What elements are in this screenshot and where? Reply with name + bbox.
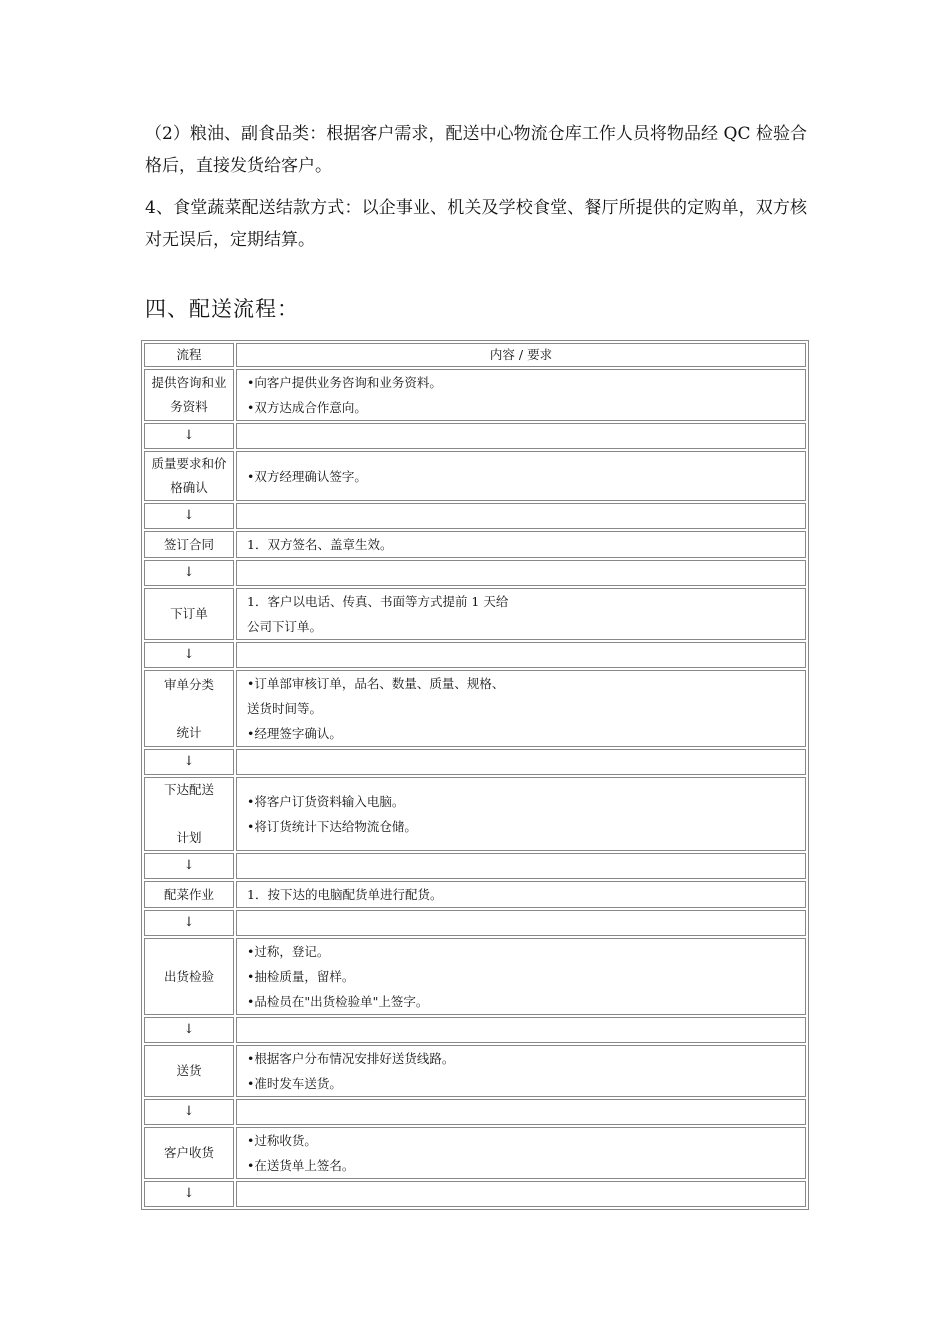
step-cell xyxy=(144,670,234,747)
content-cell xyxy=(236,1045,806,1097)
content-cell xyxy=(236,369,806,421)
empty-cell xyxy=(236,910,806,936)
table-row xyxy=(144,670,806,747)
content-cell xyxy=(236,451,806,501)
content-line: •过称，登记。 xyxy=(247,944,330,959)
empty-cell xyxy=(236,423,806,449)
down-arrow-icon: ↓ xyxy=(144,1099,234,1125)
step-label: 提供咨询和业 xyxy=(151,375,227,390)
down-arrow-icon: ↓ xyxy=(144,910,234,936)
step-label: 出货检验 xyxy=(163,968,214,984)
step-cell xyxy=(144,881,234,908)
step-label: 送货 xyxy=(176,1063,202,1078)
content-line: •品检员在"出货检验单"上签字。 xyxy=(247,994,429,1009)
down-arrow-icon: ↓ xyxy=(144,423,234,449)
arrow-row xyxy=(144,423,806,449)
step-cell xyxy=(144,1127,234,1179)
arrow-row xyxy=(144,1017,806,1043)
down-arrow-icon: ↓ xyxy=(144,1017,234,1043)
content-line: 公司下订单。 xyxy=(247,619,323,634)
empty-cell xyxy=(236,853,806,879)
empty-cell xyxy=(236,1017,806,1043)
step-label: 配菜作业 xyxy=(163,886,214,902)
down-arrow-icon: ↓ xyxy=(144,560,234,586)
content-line: •根据客户分布情况安排好送货线路。 xyxy=(247,1051,455,1066)
flow-table-body xyxy=(144,343,806,1207)
arrow-row xyxy=(144,503,806,529)
step-label: 质量要求和价 xyxy=(151,456,227,471)
step-cell xyxy=(144,531,234,558)
down-arrow-icon: ↓ xyxy=(144,749,234,775)
content-line: •向客户提供业务咨询和业务资料。 xyxy=(247,375,442,390)
content-line: •将订货统计下达给物流仓储。 xyxy=(247,819,417,834)
table-row xyxy=(144,531,806,558)
content-line: •双方达成合作意向。 xyxy=(247,400,367,415)
paragraph-grain-oil: （2）粮油、副食品类：根据客户需求，配送中心物流仓库工作人员将物品经 QC 检验合格后，直接发货给客户。 xyxy=(145,124,807,176)
down-arrow-icon: ↓ xyxy=(144,1181,234,1207)
content-cell xyxy=(236,938,806,1015)
down-arrow-icon: ↓ xyxy=(144,853,234,879)
step-label xyxy=(145,802,233,826)
arrow-row xyxy=(144,1099,806,1125)
content-cell xyxy=(236,881,806,908)
table-row xyxy=(144,881,806,908)
delivery-flow-table xyxy=(141,340,809,1210)
arrow-row xyxy=(144,560,806,586)
content-cell xyxy=(236,1127,806,1179)
step-cell xyxy=(144,588,234,640)
content-cell xyxy=(236,670,806,747)
arrow-row xyxy=(144,642,806,668)
step-label: 下订单 xyxy=(170,606,208,621)
content-cell xyxy=(236,531,806,558)
paragraph-payment-method: 4、食堂蔬菜配送结款方式：以企事业、机关及学校食堂、餐厅所提供的定购单，双方核对无误后，定期结算。 xyxy=(145,198,807,250)
step-label: 签订合同 xyxy=(163,536,214,552)
content-line: 送货时间等。 xyxy=(247,701,323,716)
step-label: 格确认 xyxy=(170,480,208,495)
empty-cell xyxy=(236,749,806,775)
table-row xyxy=(144,369,806,421)
content-line: •准时发车送货。 xyxy=(247,1076,342,1091)
arrow-row xyxy=(144,749,806,775)
step-cell xyxy=(144,1045,234,1097)
arrow-row xyxy=(144,1181,806,1207)
down-arrow-icon: ↓ xyxy=(144,503,234,529)
step-label: 务资料 xyxy=(170,399,208,414)
content-line: 1．按下达的电脑配货单进行配货。 xyxy=(247,887,443,902)
content-line: •抽检质量，留样。 xyxy=(247,969,355,984)
content-line: •将客户订货资料输入电脑。 xyxy=(247,794,405,809)
step-label: 客户收货 xyxy=(163,1145,214,1160)
content-line: •经理签字确认。 xyxy=(247,726,342,741)
empty-cell xyxy=(236,1099,806,1125)
step-cell xyxy=(144,451,234,501)
empty-cell xyxy=(236,503,806,529)
table-row xyxy=(144,451,806,501)
step-label: 审单分类 xyxy=(163,676,214,692)
step-label xyxy=(145,697,233,721)
table-row xyxy=(144,938,806,1015)
header-step: 流程 xyxy=(144,343,234,367)
table-header-row xyxy=(144,343,806,367)
arrow-row xyxy=(144,910,806,936)
content-line: •过称收货。 xyxy=(247,1133,317,1148)
content-line: •双方经理确认签字。 xyxy=(247,468,367,484)
step-cell xyxy=(144,777,234,851)
section-heading: 四、配送流程： xyxy=(145,297,299,321)
step-label: 统计 xyxy=(176,724,202,740)
table-row xyxy=(144,588,806,640)
table-row xyxy=(144,1045,806,1097)
empty-cell xyxy=(236,642,806,668)
down-arrow-icon: ↓ xyxy=(144,642,234,668)
empty-cell xyxy=(236,1181,806,1207)
step-cell xyxy=(144,369,234,421)
content-line: •订单部审核订单，品名、数量、质量、规格、 xyxy=(247,676,505,691)
step-label: 计划 xyxy=(176,830,202,845)
content-line: 1．客户以电话、传真、书面等方式提前 1 天给 xyxy=(247,594,509,609)
step-cell xyxy=(144,938,234,1015)
content-line: •在送货单上签名。 xyxy=(247,1158,355,1173)
arrow-row xyxy=(144,853,806,879)
table-row xyxy=(144,1127,806,1179)
step-label: 下达配送 xyxy=(163,782,214,797)
content-cell xyxy=(236,588,806,640)
content-cell xyxy=(236,777,806,851)
content-line: 1．双方签名、盖章生效。 xyxy=(247,537,393,552)
header-content: 内容 / 要求 xyxy=(236,343,806,367)
table-row xyxy=(144,777,806,851)
empty-cell xyxy=(236,560,806,586)
